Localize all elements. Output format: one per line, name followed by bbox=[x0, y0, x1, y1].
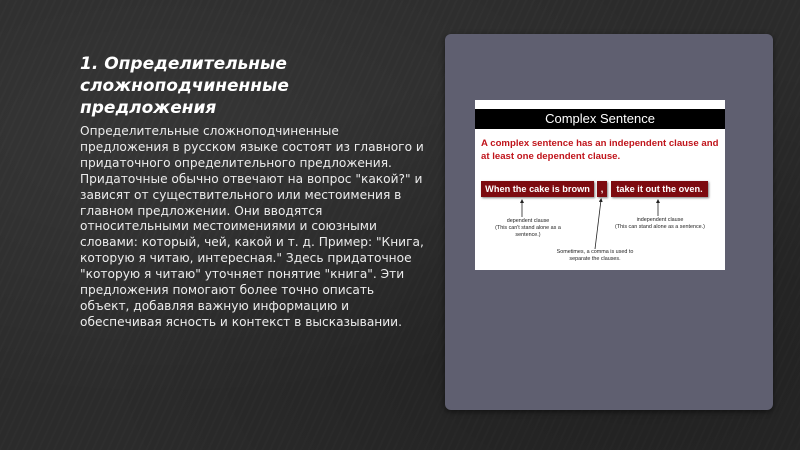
comma-arrow bbox=[595, 200, 601, 249]
figure-arrows bbox=[475, 100, 725, 270]
slide-body-text: Определительные сложноподчиненные предложения в русском языке состоят из главного и придаточного определительного предложения. Придаточные обычно отвечают на вопрос "какой?" и зависят от существительного или местоимения в главном предложении. Они вводятся относительными местоимениями и союзными словами: который, чей, какой и т. д. Пример: "Книга, которую я читаю, интересная." Здесь придаточное "которую я читаю" уточняет понятие "книга". Эти предложения помогают более точно описать объект, добавляя важную информацию и обеспечивая ясность и контекст в высказывании. bbox=[80, 124, 424, 329]
dependent-clause-box: When the cake is brown bbox=[481, 181, 594, 197]
independent-label-note: (This can stand alone as a sentence.) bbox=[615, 224, 705, 230]
slide-title: 1. Определительные сложноподчиненные предложения bbox=[80, 54, 289, 118]
complex-sentence-figure bbox=[475, 100, 725, 270]
independent-label-title: independent clause bbox=[636, 217, 684, 223]
comma-note-line2: separate the clauses. bbox=[569, 256, 621, 262]
figure-definition: A complex sentence has an independent clause and at least one dependent clause. bbox=[481, 138, 719, 162]
dependent-label-title: dependent clause bbox=[506, 218, 550, 224]
dependent-label-note: (This can't stand alone as a sentence.) bbox=[495, 225, 561, 238]
independent-clause-box: take it out the oven. bbox=[611, 181, 708, 197]
figure-header: Complex Sentence bbox=[475, 109, 725, 129]
independent-clause-label bbox=[615, 217, 705, 231]
comma-note bbox=[540, 249, 650, 263]
comma-note-line1: Sometimes, a comma is used to bbox=[556, 249, 634, 255]
dependent-clause-label bbox=[483, 218, 573, 239]
image-panel bbox=[445, 34, 773, 410]
comma-box: , bbox=[597, 181, 607, 197]
